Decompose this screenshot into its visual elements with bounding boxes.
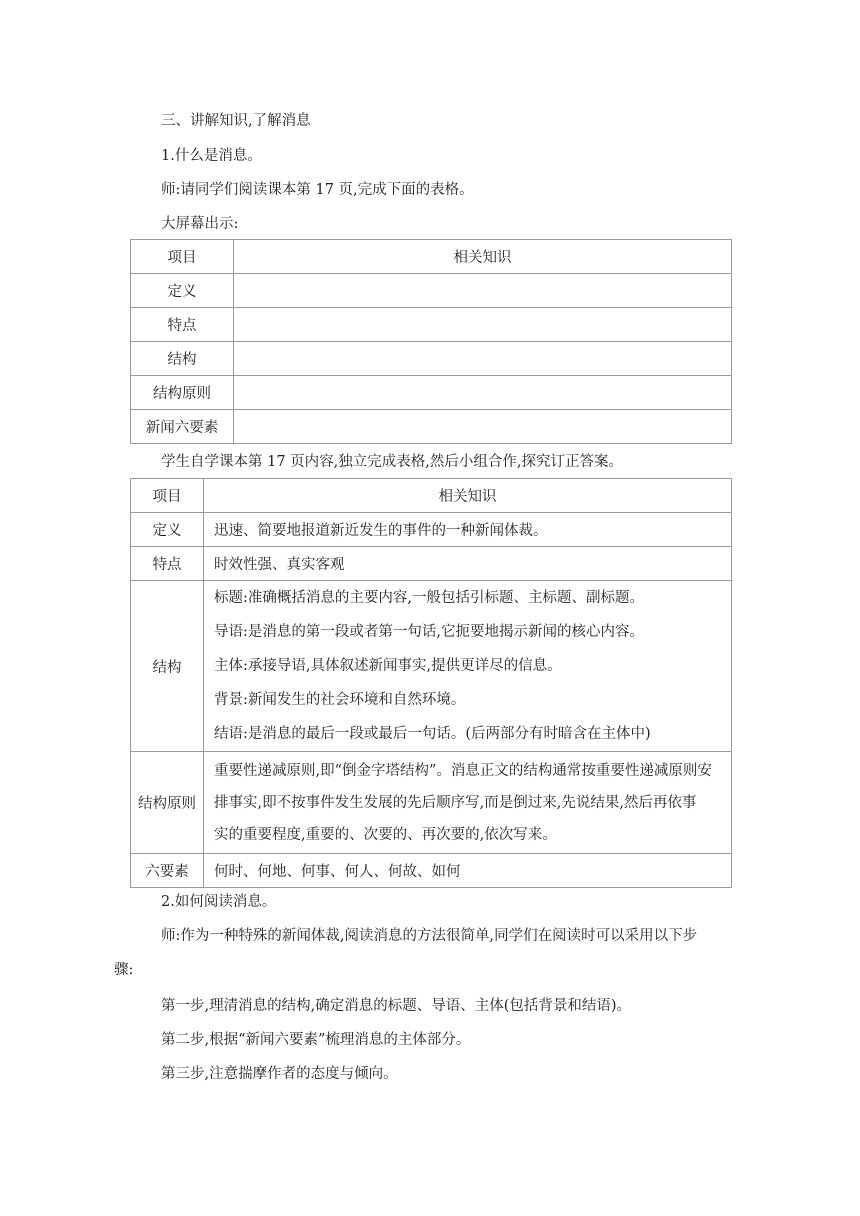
row-label: 特点 bbox=[131, 547, 204, 581]
header-cell: 相关知识 bbox=[204, 479, 732, 513]
row-label: 结构原则 bbox=[131, 376, 234, 410]
question-2: 2.如何阅读消息。 bbox=[161, 894, 277, 910]
six-elements-cell: 何时、何地、何事、何人、何故、如何 bbox=[204, 854, 732, 888]
blank-table bbox=[130, 239, 732, 444]
teacher-instruction: 师:请同学们阅读课本第 17 页,完成下面的表格。 bbox=[161, 182, 474, 198]
structure-line: 背景:新闻发生的社会环境和自然环境。 bbox=[214, 692, 466, 708]
header-cell: 相关知识 bbox=[234, 240, 732, 274]
table-row bbox=[131, 479, 732, 513]
principle-line: 重要性递减原则,即“倒金字塔结构”。消息正文的结构通常按重要性递减原则安 bbox=[214, 762, 712, 779]
header-cell: 项目 bbox=[131, 479, 204, 513]
empty-cell bbox=[234, 376, 732, 410]
table-row bbox=[131, 274, 732, 308]
row-label: 结构 bbox=[131, 581, 204, 752]
row-label: 结构原则 bbox=[131, 752, 204, 854]
row-label: 定义 bbox=[131, 274, 234, 308]
feature-cell: 时效性强、真实客观 bbox=[204, 547, 732, 581]
table-row bbox=[131, 854, 732, 888]
principle-cell bbox=[204, 752, 732, 854]
definition-cell: 迅速、简要地报道新近发生的事件的一种新闻体裁。 bbox=[204, 513, 732, 547]
principle-line: 排事实,即不按事件发生发展的先后顺序写,而是倒过来,先说结果,然后再依事 bbox=[214, 794, 697, 811]
row-label: 六要素 bbox=[131, 854, 204, 888]
table-row bbox=[131, 513, 732, 547]
row-label: 新闻六要素 bbox=[131, 410, 234, 444]
empty-cell bbox=[234, 342, 732, 376]
empty-cell bbox=[234, 410, 732, 444]
step-3: 第三步,注意揣摩作者的态度与倾向。 bbox=[161, 1066, 398, 1082]
principle-line: 实的重要程度,重要的、次要的、再次要的,依次写来。 bbox=[214, 826, 557, 843]
structure-line: 导语:是消息的第一段或者第一句话,它扼要地揭示新闻的核心内容。 bbox=[214, 624, 644, 640]
structure-line: 主体:承接导语,具体叙述新闻事实,提供更详尽的信息。 bbox=[214, 658, 562, 674]
row-label: 定义 bbox=[131, 513, 204, 547]
screen-label: 大屏幕出示: bbox=[161, 216, 239, 232]
table-row bbox=[131, 308, 732, 342]
section-heading: 三、讲解知识,了解消息 bbox=[161, 113, 311, 129]
step-1: 第一步,理清消息的结构,确定消息的标题、导语、主体(包括背景和结语)。 bbox=[161, 998, 632, 1014]
table-row bbox=[131, 240, 732, 274]
table-row bbox=[131, 547, 732, 581]
row-label: 特点 bbox=[131, 308, 234, 342]
table-row bbox=[131, 376, 732, 410]
row-label: 结构 bbox=[131, 342, 234, 376]
header-cell: 项目 bbox=[131, 240, 234, 274]
table-row bbox=[131, 581, 732, 752]
table-row bbox=[131, 410, 732, 444]
structure-line: 标题:准确概括消息的主要内容,一般包括引标题、主标题、副标题。 bbox=[214, 590, 644, 606]
answer-table bbox=[130, 478, 732, 888]
student-note: 学生自学课本第 17 页内容,独立完成表格,然后小组合作,探究订正答案。 bbox=[161, 454, 623, 470]
empty-cell bbox=[234, 308, 732, 342]
teacher-paragraph-cont: 骤: bbox=[114, 962, 134, 978]
table-row bbox=[131, 342, 732, 376]
question-1: 1.什么是消息。 bbox=[161, 148, 262, 164]
step-2: 第二步,根据“新闻六要素”梳理消息的主体部分。 bbox=[161, 1032, 471, 1048]
table-row bbox=[131, 752, 732, 854]
empty-cell bbox=[234, 274, 732, 308]
structure-line: 结语:是消息的最后一段或最后一句话。(后两部分有时暗含在主体中) bbox=[214, 726, 651, 742]
structure-cell bbox=[204, 581, 732, 752]
teacher-paragraph: 师:作为一种特殊的新闻体裁,阅读消息的方法很简单,同学们在阅读时可以采用以下步 bbox=[161, 928, 698, 944]
